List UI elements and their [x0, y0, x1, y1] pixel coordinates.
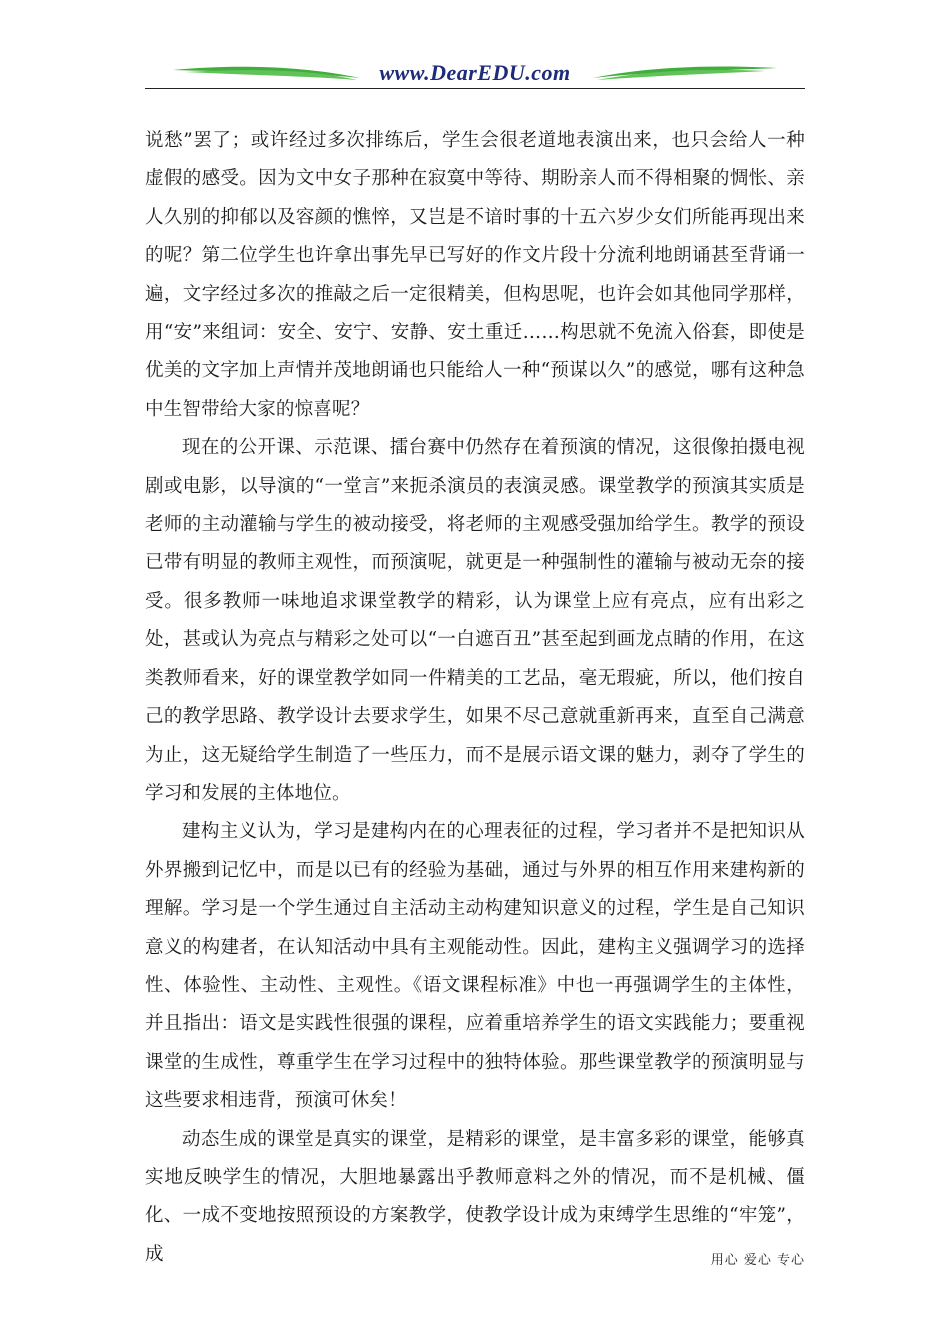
page-footer: 用心 爱心 专心	[710, 1253, 805, 1268]
paragraph-4: 动态生成的课堂是真实的课堂，是精彩的课堂，是丰富多彩的课堂，能够真实地反映学生的情况，大胆地暴露出乎教师意料之外的情况，而不是机械、僵化、一成不变地按照预设的方案教学，使教学设计成为束缚学生思维的“牢笼”，成	[145, 1128, 805, 1265]
header-divider	[145, 88, 805, 89]
document-body	[145, 122, 805, 1274]
paragraph-3: 建构主义认为，学习是建构内在的心理表征的过程，学习者并不是把知识从外界搬到记忆中，而是以已有的经验为基础，通过与外界的相互作用来建构新的理解。学习是一个学生通过自主活动主动构建知识意义的过程，学生是自己知识意义的构建者，在认知活动中具有主观能动性。因此，建构主义强调学习的选择性、体验性、主动性、主观性。《语文课程标准》中也一再强调学生的主体性，并且指出：语文是实践性很强的课程，应着重培养学生的语文实践能力；要重视课堂的生成性，尊重学生在学习过程中的独特体验。那些课堂教学的预演明显与这些要求相违背，预演可休矣！	[145, 821, 805, 1112]
page-header	[145, 58, 805, 90]
site-logo: www.DearEDU.com	[379, 60, 571, 85]
paragraph-2: 现在的公开课、示范课、擂台赛中仍然存在着预演的情况，这很像拍摄电视剧或电影，以导演的“一堂言”来扼杀演员的表演灵感。课堂教学的预演其实质是老师的主动灌输与学生的被动接受，将老师的主观感受强加给学生。教学的预设已带有明显的教师主观性，而预演呢，就更是一种强制性的灌输与被动无奈的接受。很多教师一味地追求课堂教学的精彩，认为课堂上应有亮点，应有出彩之处，甚或认为亮点与精彩之处可以“一白遮百丑”甚至起到画龙点睛的作用，在这类教师看来，好的课堂教学如同一件精美的工艺品，毫无瑕疵，所以，他们按自己的教学思路、教学设计去要求学生，如果不尽己意就重新再来，直至自己满意为止，这无疑给学生制造了一些压力，而不是展示语文课的魅力，剥夺了学生的学习和发展的主体地位。	[145, 437, 805, 804]
paragraph-1: 说愁”罢了；或许经过多次排练后，学生会很老道地表演出来，也只会给人一种虚假的感受。因为文中女子那种在寂寞中等待、期盼亲人而不得相聚的惆怅、亲人久别的抑郁以及容颜的憔悴，又岂是不谙时事的十五六岁少女们所能再现出来的呢？第二位学生也许拿出事先早已写好的作文片段十分流利地朗诵甚至背诵一遍，文字经过多次的推敲之后一定很精美，但构思呢，也许会如其他同学那样，用“安”来组词：安全、安宁、安静、安土重迁……构思就不免流入俗套，即使是优美的文字加上声情并茂地朗诵也只能给人一种“预谋以久”的感觉，哪有这种急中生智带给大家的惊喜呢？	[145, 130, 805, 420]
